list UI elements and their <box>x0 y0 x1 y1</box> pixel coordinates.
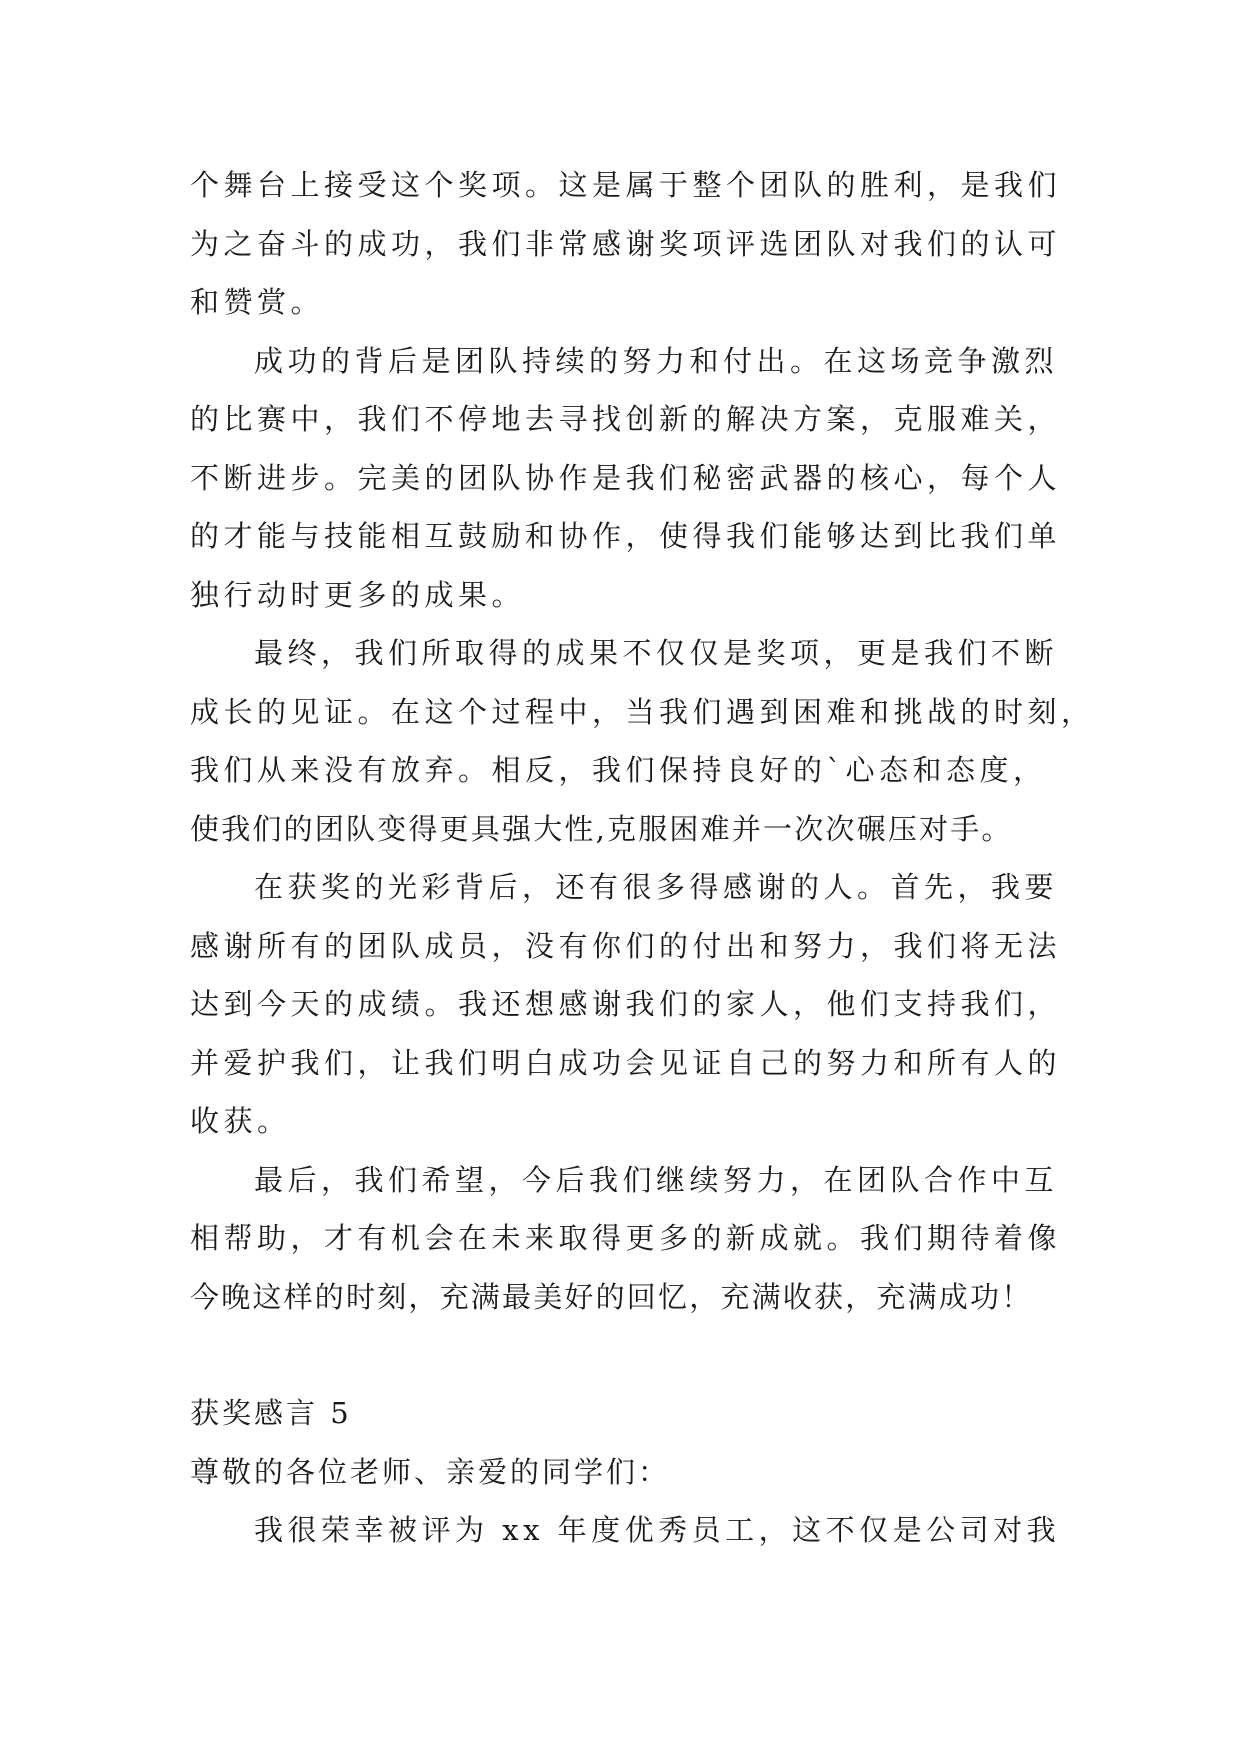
text-line: 不断进步。完美的团队协作是我们秘密武器的核心，每个人 <box>190 460 1062 495</box>
text-line: 我很荣幸被评为 xx 年度优秀员工，这不仅是公司对我 <box>254 1513 1061 1547</box>
paragraph-1 <box>190 156 1062 332</box>
text-line: 独行动时更多的成果。 <box>190 577 526 612</box>
document-body <box>190 156 1095 1560</box>
text-line: 的比赛中，我们不停地去寻找创新的解决方案，克服难关， <box>190 402 1062 436</box>
text-line: 在获奖的光彩背后，还有很多得感谢的人。首先，我要 <box>254 870 1059 904</box>
text-line: 达到今天的成绩。我还想感谢我们的家人，他们支持我们， <box>190 987 1062 1021</box>
text-line: 成功的背后是团队持续的努力和付出。在这场竞争激烈 <box>254 343 1059 378</box>
text-line: 成长的见证。在这个过程中，当我们遇到困难和挑战的时刻， <box>190 694 1095 729</box>
text-line: 最后，我们希望，今后我们继续努力，在团队合作中互 <box>254 1162 1059 1197</box>
text-line: 我们从来没有放弃。相反，我们保持良好的`心态和态度， <box>190 753 1047 787</box>
paragraph-4 <box>190 858 1062 1151</box>
paragraph-6 <box>190 1501 1061 1560</box>
text-line: 收获。 <box>190 1104 291 1138</box>
text-line: 相帮助，才有机会在未来取得更多的新成就。我们期待着像 <box>190 1221 1062 1255</box>
text-line: 和赞赏。 <box>190 285 325 319</box>
text-line: 使我们的团队变得更具强大性,克服困难并一次次碾压对手。 <box>190 811 1013 846</box>
text-line: 最终，我们所取得的成果不仅仅是奖项，更是我们不断 <box>254 636 1059 670</box>
text-line: 并爱护我们，让我们明白成功会见证自己的努力和所有人的 <box>190 1045 1062 1080</box>
text-line: 感谢所有的团队成员，没有你们的付出和努力，我们将无法 <box>190 928 1062 963</box>
paragraph-2 <box>190 332 1062 625</box>
text-line: 个舞台上接受这个奖项。这是属于整个团队的胜利，是我们 <box>190 168 1062 202</box>
text-line: 今晚这样的时刻，充满最美好的回忆，充满收获，充满成功！ <box>190 1279 1033 1314</box>
text-line: 的才能与技能相互鼓励和协作，使得我们能够达到比我们单 <box>190 519 1062 553</box>
paragraph-5 <box>190 1151 1062 1327</box>
salutation: 尊敬的各位老师、亲爱的同学们： <box>190 1454 671 1489</box>
section-title: 获奖感言 5 <box>190 1396 352 1430</box>
paragraph-3 <box>190 624 1095 858</box>
section-spacer <box>190 1326 1050 1384</box>
text-line: 为之奋斗的成功，我们非常感谢奖项评选团队对我们的认可 <box>190 226 1062 261</box>
